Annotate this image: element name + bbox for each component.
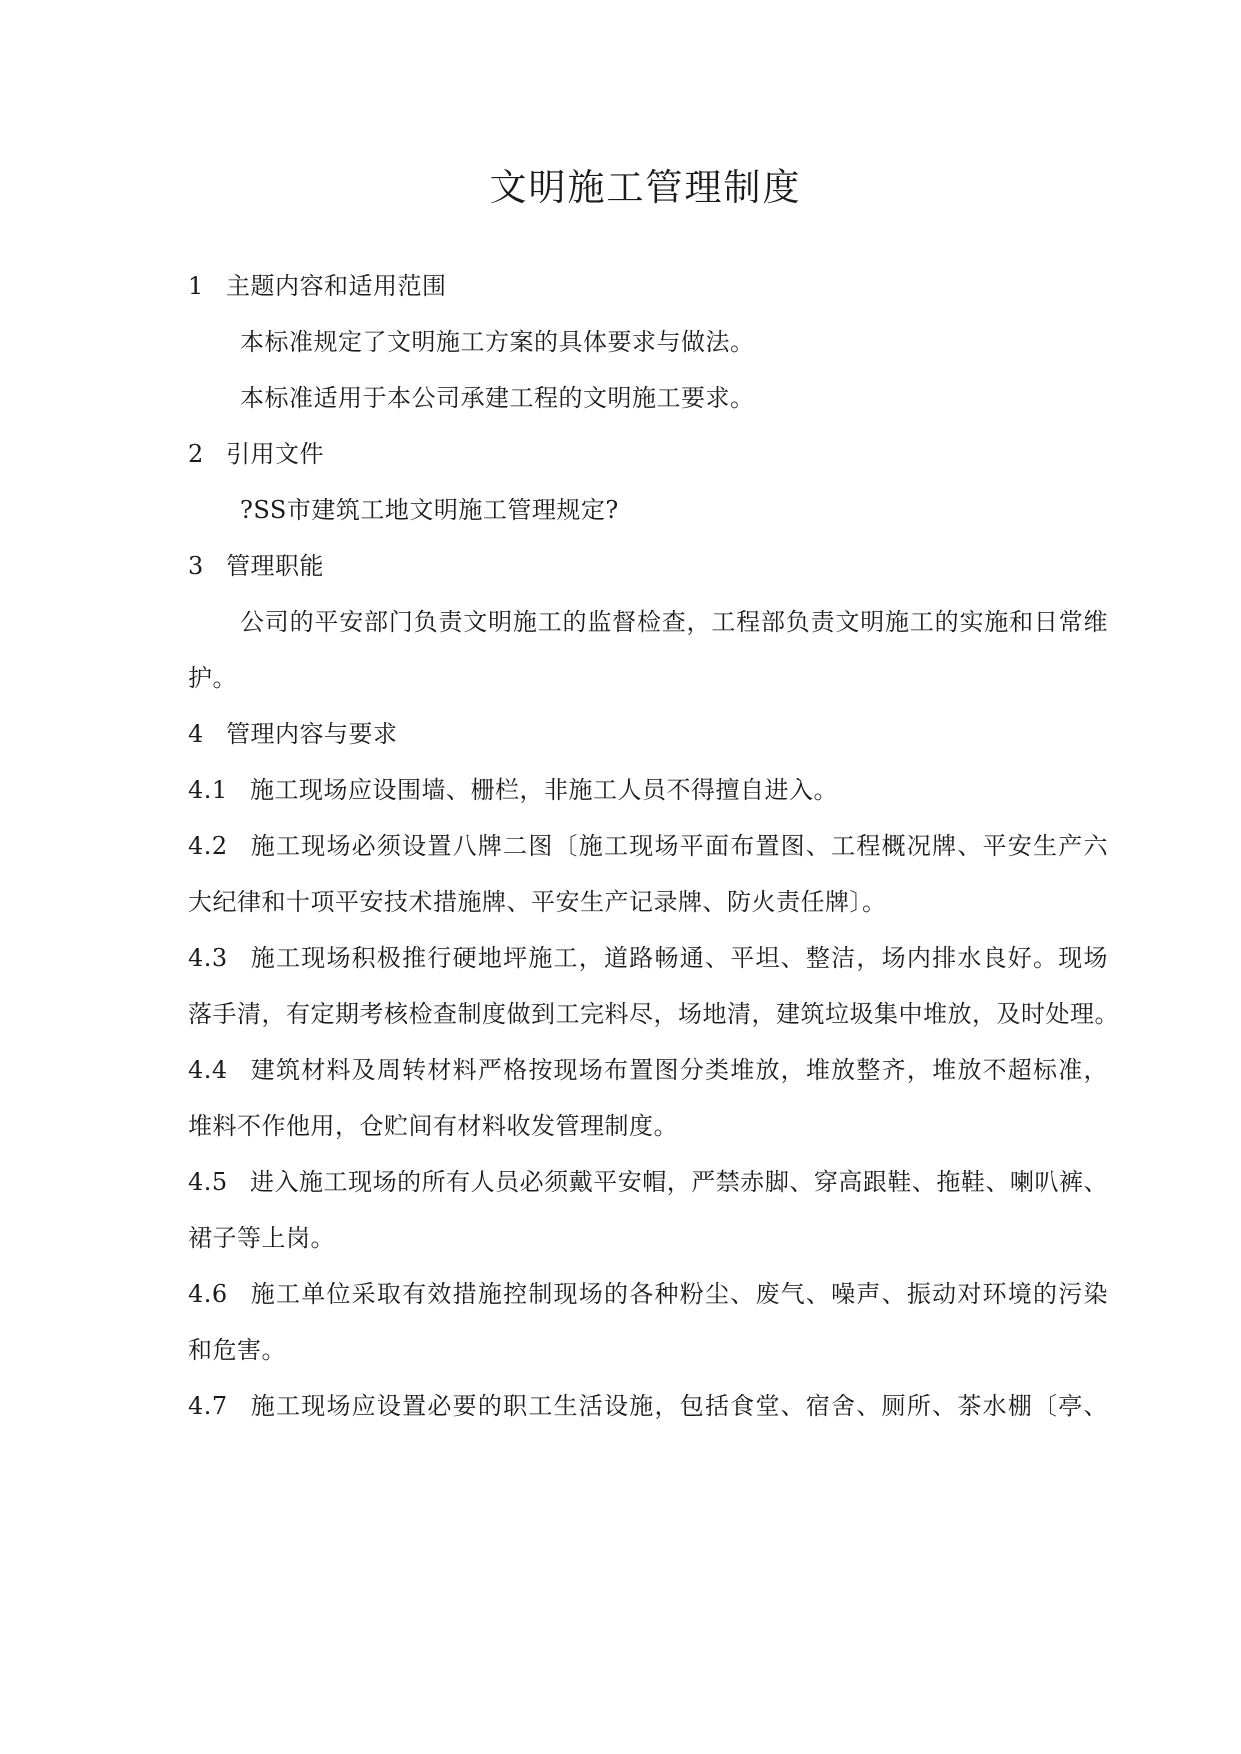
- section-title: 管理内容与要求: [226, 720, 398, 748]
- clause-4-3: [188, 940, 1108, 976]
- section-2-heading: [188, 436, 324, 472]
- clause-4-1: [188, 772, 838, 808]
- paragraph: 本标准规定了文明施工方案的具体要求与做法。: [240, 328, 755, 356]
- section-number: 2: [188, 440, 204, 468]
- document-title: 文明施工管理制度: [489, 166, 802, 209]
- section-number: 1: [188, 272, 204, 300]
- clause-continuation: 裙子等上岗。: [188, 1224, 335, 1252]
- clause-continuation: 落手清，有定期考核检查制度做到工完料尽，场地清，建筑垃圾集中堆放，及时处理。: [188, 1000, 1119, 1028]
- section-title: 引用文件: [226, 440, 324, 468]
- clause-number: 4.5: [188, 1168, 228, 1196]
- paragraph: 本标准适用于本公司承建工程的文明施工要求。: [240, 384, 755, 412]
- section-3-heading: [188, 548, 324, 584]
- section-number: 4: [188, 720, 204, 748]
- section-number: 3: [188, 552, 204, 580]
- clause-4-7: [188, 1388, 1108, 1424]
- clause-continuation: 堆料不作他用，仓贮间有材料收发管理制度。: [188, 1112, 678, 1140]
- clause-text: 施工现场必须设置八牌二图〔施工现场平面布置图、工程概况牌、平安生产六: [250, 832, 1108, 860]
- clause-4-6: [188, 1276, 1108, 1312]
- clause-4-2: [188, 828, 1108, 864]
- clause-number: 4.6: [188, 1280, 228, 1308]
- clause-4-4: [188, 1052, 1108, 1088]
- clause-text: 施工现场积极推行硬地坪施工，道路畅通、平坦、整洁，场内排水良好。现场: [250, 944, 1108, 972]
- clause-4-5: [188, 1164, 1108, 1200]
- paragraph-line: 护。: [188, 664, 237, 692]
- section-title: 管理职能: [226, 552, 324, 580]
- clause-text: 建筑材料及周转材料严格按现场布置图分类堆放，堆放整齐，堆放不超标准，: [250, 1056, 1108, 1084]
- clause-number: 4.4: [188, 1056, 228, 1084]
- clause-text: 施工现场应设置必要的职工生活设施，包括食堂、宿舍、厕所、茶水棚〔亭、: [250, 1392, 1108, 1420]
- paragraph-line: 公司的平安部门负责文明施工的监督检查，工程部负责文明施工的实施和日常维: [240, 608, 1108, 636]
- section-1-heading: [188, 268, 447, 304]
- section-title: 主题内容和适用范围: [226, 272, 447, 300]
- clause-continuation: 大纪律和十项平安技术措施牌、平安生产记录牌、防火责任牌〕。: [188, 888, 887, 916]
- clause-number: 4.1: [188, 776, 228, 804]
- clause-continuation: 和危害。: [188, 1336, 286, 1364]
- clause-number: 4.2: [188, 832, 228, 860]
- section-4-heading: [188, 716, 398, 752]
- clause-number: 4.7: [188, 1392, 228, 1420]
- paragraph: ?SS市建筑工地文明施工管理规定?: [240, 496, 619, 524]
- clause-text: 进入施工现场的所有人员必须戴平安帽，严禁赤脚、穿高跟鞋、拖鞋、喇叭裤、: [250, 1168, 1108, 1196]
- clause-text: 施工单位采取有效措施控制现场的各种粉尘、废气、噪声、振动对环境的污染: [250, 1280, 1108, 1308]
- clause-number: 4.3: [188, 944, 228, 972]
- clause-text: 施工现场应设围墙、栅栏，非施工人员不得擅自进入。: [250, 776, 838, 804]
